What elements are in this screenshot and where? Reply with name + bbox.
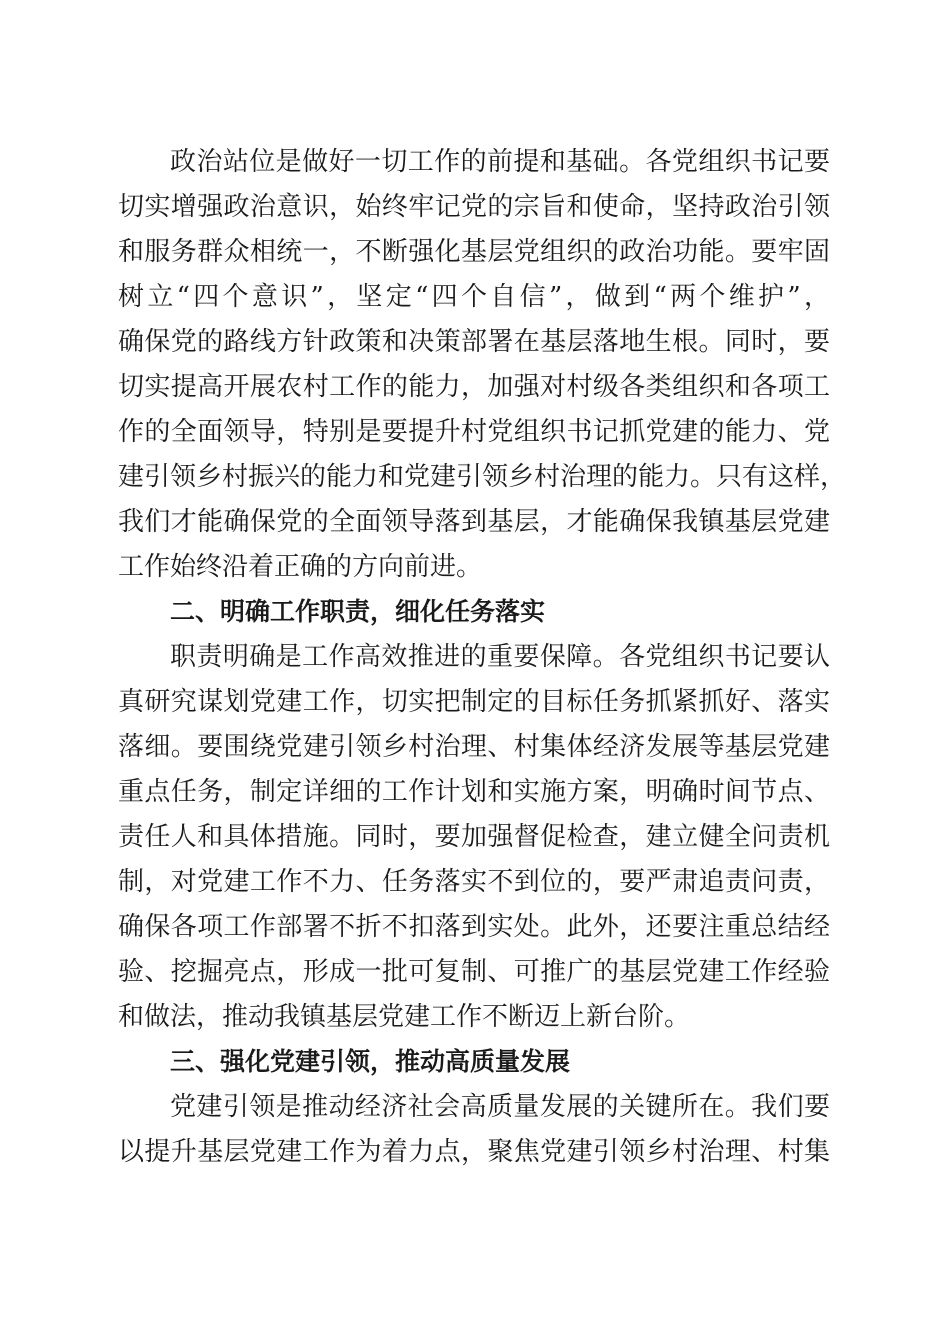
paragraph-1-line-6: 切实提高开展农村工作的能力，加强对村级各类组织和各项工 — [118, 372, 830, 402]
paragraph-2-line-4: 重点任务，制定详细的工作计划和实施方案，明确时间节点、 — [118, 777, 830, 807]
section-heading-2: 二、明确工作职责，细化任务落实 — [170, 597, 546, 626]
paragraph-1-line-1: 政治站位是做好一切工作的前提和基础。各党组织书记要 — [170, 147, 830, 177]
paragraph-3-line-2: 以提升基层党建工作为着力点，聚焦党建引领乡村治理、村集 — [118, 1137, 830, 1167]
paragraph-1-line-2: 切实增强政治意识，始终牢记党的宗旨和使命，坚持政治引领 — [118, 192, 830, 222]
paragraph-2-line-5: 责任人和具体措施。同时，要加强督促检查，建立健全问责机 — [118, 822, 830, 852]
section-heading-3: 三、强化党建引领，推动高质量发展 — [170, 1047, 571, 1076]
paragraph-1-line-9: 我们才能确保党的全面领导落到基层，才能确保我镇基层党建 — [118, 507, 830, 537]
paragraph-2-line-7: 确保各项工作部署不折不扣落到实处。此外，还要注重总结经 — [118, 912, 830, 942]
paragraph-2-line-1: 职责明确是工作高效推进的重要保障。各党组织书记要认 — [170, 642, 830, 672]
paragraph-1-line-3: 和服务群众相统一，不断强化基层党组织的政治功能。要牢固 — [118, 237, 830, 267]
paragraph-1-line-4: 树立“四个意识”，坚定“四个自信”，做到“两个维护”， — [118, 282, 830, 312]
paragraph-2-line-9: 和做法，推动我镇基层党建工作不断迈上新台阶。 — [118, 1002, 691, 1032]
paragraph-1-line-7: 作的全面领导，特别是要提升村党组织书记抓党建的能力、党 — [118, 417, 830, 447]
paragraph-2-line-3: 落细。要围绕党建引领乡村治理、村集体经济发展等基层党建 — [118, 732, 830, 762]
paragraph-3-line-1: 党建引领是推动经济社会高质量发展的关键所在。我们要 — [170, 1092, 830, 1122]
paragraph-2-line-6: 制，对党建工作不力、任务落实不到位的，要严肃追责问责， — [118, 867, 830, 897]
paragraph-2-line-8: 验、挖掘亮点，形成一批可复制、可推广的基层党建工作经验 — [118, 957, 830, 987]
paragraph-1-line-10: 工作始终沿着正确的方向前进。 — [118, 552, 483, 582]
paragraph-2-line-2: 真研究谋划党建工作，切实把制定的目标任务抓紧抓好、落实 — [118, 687, 830, 717]
paragraph-1-line-5: 确保党的路线方针政策和决策部署在基层落地生根。同时，要 — [118, 327, 830, 357]
paragraph-1-line-8: 建引领乡村振兴的能力和党建引领乡村治理的能力。只有这样， — [118, 462, 847, 492]
